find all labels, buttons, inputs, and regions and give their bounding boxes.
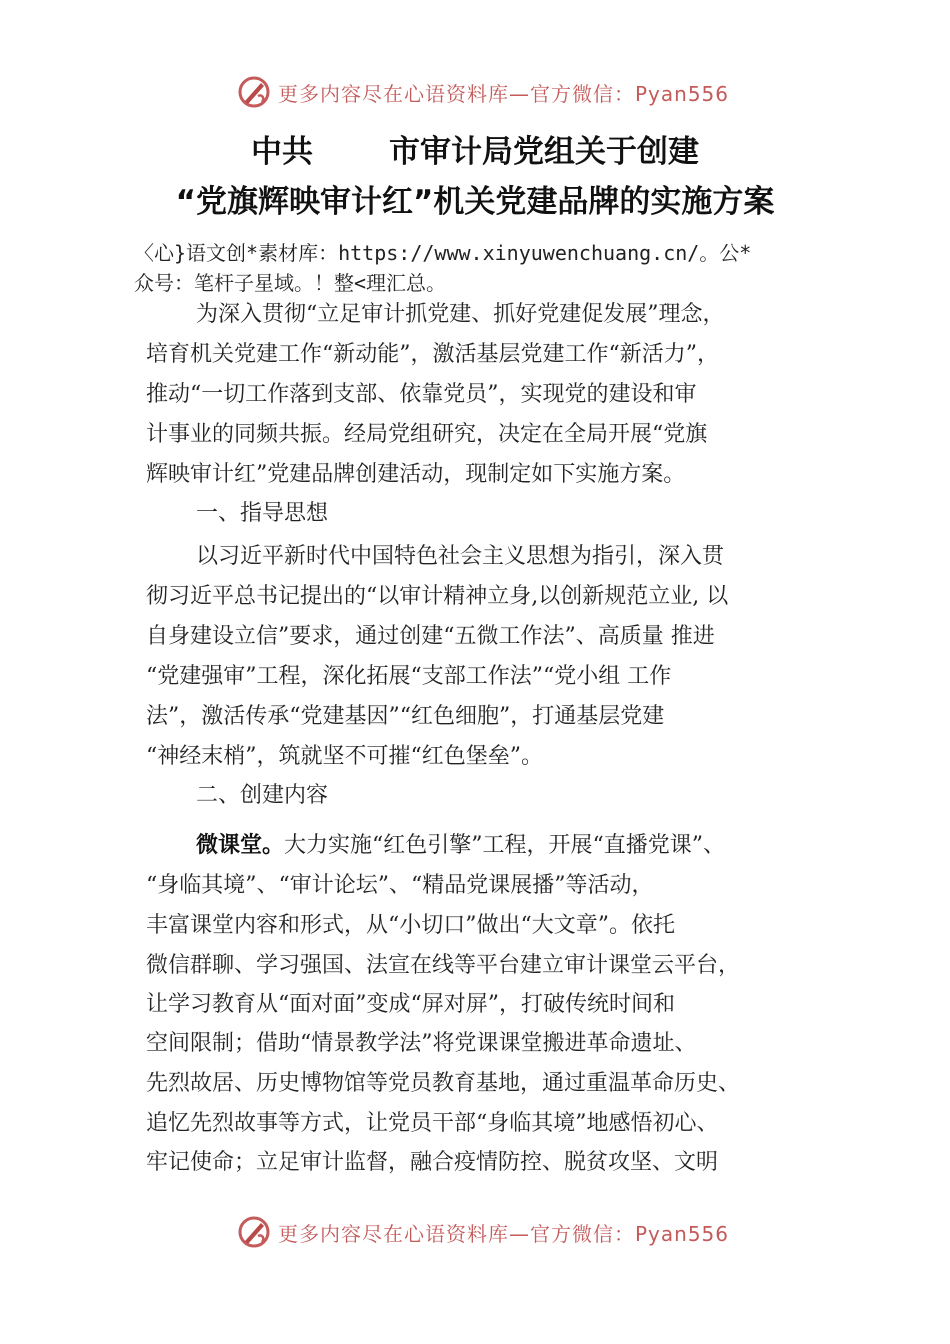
body-line: 丰富课堂内容和形式，从“小切口”做出“大文章”。依托	[146, 913, 675, 938]
body-line: 牢记使命；立足审计监督，融合疫情防控、脱贫攻坚、文明	[146, 1150, 719, 1175]
body-line: 为深入贯彻“立足审计抓党建、抓好党建促发展”理念，	[196, 302, 725, 327]
body-line: “神经末梢”，筑就坚不可摧“红色堡垒”。	[146, 744, 543, 769]
subsection-lead: 微课堂。	[196, 833, 285, 858]
body-line: 追忆先烈故事等方式，让党员干部“身临其境”地感悟初心、	[146, 1111, 719, 1136]
body-text: 大力实施“红色引擎”工程，开展“直播党课”、	[284, 833, 726, 858]
document-title-line2: “党旗辉映审计红”机关党建品牌的实施方案	[175, 184, 775, 220]
title-org-suffix: 市审计局党组关于创建	[389, 134, 699, 170]
source-note-line: 〈心}语文创*素材库：https://www.xinyuwenchuang.cn/。公*	[134, 241, 752, 265]
body-line: 微信群聊、学习强国、法宣在线等平台建立审计课堂云平台，	[146, 953, 741, 978]
body-line: 空间限制；借助“情景教学法”将党课课堂搬进革命遗址、	[146, 1031, 697, 1056]
watermark-footer	[236, 1212, 729, 1252]
body-line: 培育机关党建工作“新动能”，激活基层党建工作“新活力”，	[146, 342, 719, 367]
body-line: 辉映审计红”党建品牌创建活动，现制定如下实施方案。	[146, 462, 686, 487]
watermark-text: 更多内容尽在心语资料库—官方微信：Pyan556	[278, 81, 730, 106]
body-line: 彻习近平总书记提出的“以审计精神立身,以创新规范立业, 以	[146, 584, 729, 609]
body-line: 推动“一切工作落到支部、依靠党员”，实现党的建设和审	[146, 382, 697, 407]
section-heading: 一、指导思想	[196, 501, 329, 526]
pen-logo-icon	[236, 1214, 272, 1250]
body-line	[196, 832, 725, 860]
title-org-prefix: 中共	[251, 134, 313, 170]
body-line: 自身建设立信”要求，通过创建“五微工作法”、高质量 推进	[146, 624, 715, 649]
body-line: 计事业的同频共振。经局党组研究，决定在全局开展“党旗	[146, 422, 708, 447]
body-line: 让学习教育从“面对面”变成“屏对屏”，打破传统时间和	[146, 992, 675, 1017]
source-note-line: 众号：笔杆子星域。！整<理汇总。	[134, 271, 447, 295]
section-heading: 二、创建内容	[196, 783, 329, 808]
document-title-line1	[0, 126, 950, 171]
watermark-text: 更多内容尽在心语资料库—官方微信：Pyan556	[278, 1221, 730, 1246]
body-line: 先烈故居、历史博物馆等党员教育基地，通过重温革命历史、	[146, 1071, 741, 1096]
body-line: 法”，激活传承“党建基因”“红色细胞”，打通基层党建	[146, 704, 665, 729]
pen-logo-icon	[236, 74, 272, 110]
body-line: “党建强审”工程，深化拓展“支部工作法”“党小组 工作	[146, 664, 672, 689]
body-line: 以习近平新时代中国特色社会主义思想为指引，深入贯	[196, 544, 725, 569]
body-line: “身临其境”、“审计论坛”、“精品党课展播”等活动，	[146, 873, 654, 898]
watermark-header	[236, 72, 729, 112]
